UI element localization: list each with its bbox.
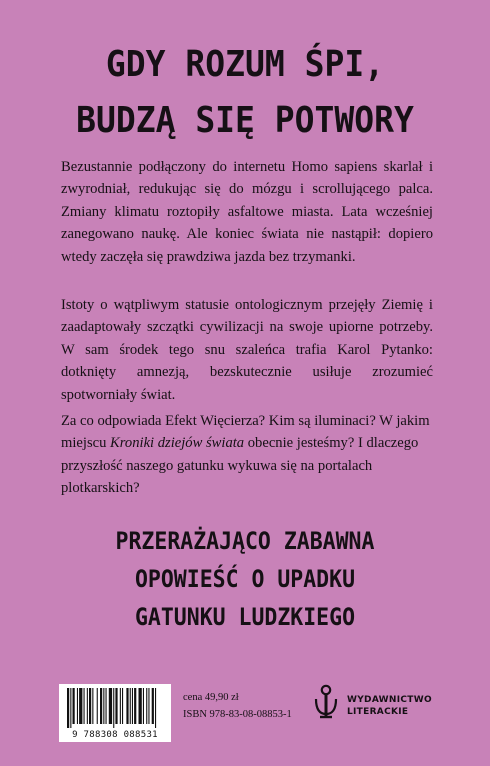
publisher-brand (311, 683, 451, 733)
barcode-bar (132, 688, 133, 724)
headline (0, 36, 490, 148)
barcode (59, 684, 171, 742)
barcode-bar (92, 688, 93, 724)
blurb-paragraph-2: Istoty o wątpliwym statusie ontologicznym przejęły Ziemię i zaadaptowały szczątki cywilizacji na swoje upiorne potrzeby. W sam środek tego snu szaleńca trafia Karol Pytanko: dotknięty amnezją, bezskutecznie usiłuje zrozumieć spotworniały świat. (61, 297, 433, 403)
barcode-bar (155, 688, 156, 728)
isbn-label: ISBN 978-83-08-08853-1 (183, 709, 292, 720)
tagline-line-2: OPOWIEŚĆ O UPADKU (134, 565, 356, 594)
barcode-bar (120, 688, 121, 724)
barcode-bars (59, 684, 171, 730)
tagline (0, 523, 490, 637)
barcode-bar (89, 688, 91, 724)
barcode-bar (77, 688, 78, 724)
barcode-bar (122, 688, 123, 724)
wl-logo-icon (311, 683, 341, 721)
blurb-paragraph-1: Bezustannie podłączony do internetu Homo sapiens skarlał i zwyrodniał, redukując się do mózgu i scrollującego palca. Zmiany klimatu roztopiły asfaltowe miasta. Lata wcześniej zanegowano naukę. Ale koniec świata nie nastąpił: dopiero wtedy zaczęła się prawdziwa jazda bez trzymanki. (61, 159, 433, 265)
headline-line-2: BUDZĄ SIĘ POTWORY (76, 98, 414, 141)
barcode-bar (97, 688, 98, 724)
price-info (183, 689, 292, 723)
barcode-bar (100, 688, 102, 724)
publisher-name (347, 694, 432, 718)
barcode-bar (84, 688, 85, 724)
barcode-bar (79, 688, 82, 724)
barcode-bar (113, 688, 114, 728)
barcode-bar (67, 688, 69, 728)
blurb-paragraph-3-text-a: Za co odpowiada Efekt Więcierza? Kim są iluminaci? W jakim miejscu (61, 413, 430, 452)
barcode-bar (73, 688, 75, 724)
barcode-number: 9 788308 088531 (72, 730, 158, 740)
blurb-paragraph-3-text-b: obecnie jesteśmy? I dlaczego przyszłość naszego gatunku wykuwa się na portalach plotkarskich? (61, 435, 419, 497)
barcode-bar (126, 688, 128, 724)
publisher-name-line-1: WYDAWNICTWO (347, 695, 432, 705)
tagline-line-1: PRZERAŻAJĄCO ZABAWNA (115, 527, 375, 556)
barcode-bar (87, 688, 88, 724)
tagline-line-3: GATUNKU LUDZKIEGO (134, 603, 356, 632)
barcode-bar (134, 688, 136, 724)
headline-line-1: GDY ROZUM ŚPI, (105, 42, 385, 85)
barcode-bar (103, 688, 104, 724)
barcode-bar (152, 688, 154, 724)
blurb-paragraph-3 (61, 410, 433, 500)
book-series-title: Kroniki dziejów świata (110, 435, 245, 452)
barcode-bar (109, 688, 112, 724)
price-label: cena 49,90 zł (183, 692, 239, 703)
barcode-bar (146, 688, 147, 724)
barcode-bar (106, 688, 107, 724)
barcode-bar (70, 688, 71, 728)
barcode-bar (130, 688, 131, 724)
barcode-bar (148, 688, 149, 724)
publisher-name-line-2: LITERACKIE (347, 707, 409, 717)
barcode-bar (139, 688, 142, 724)
barcode-bar (143, 688, 144, 724)
barcode-bar (115, 688, 117, 724)
